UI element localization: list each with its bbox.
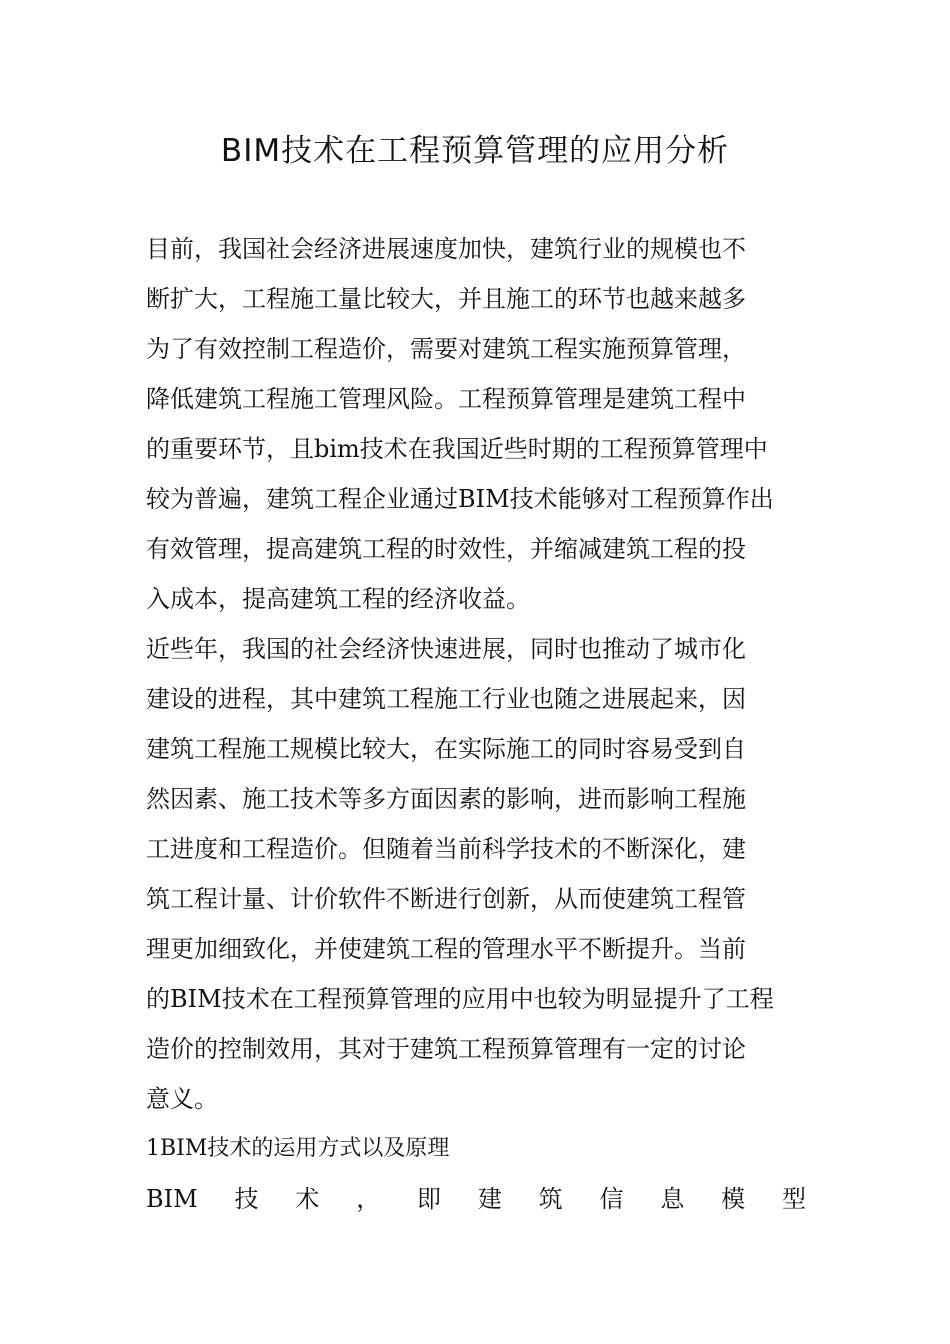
spread-word: 信 bbox=[599, 1185, 624, 1213]
spread-word: ， bbox=[356, 1185, 381, 1213]
body-line: 建筑工程施工规模比较大，在实际施工的同时容易受到自 bbox=[146, 735, 746, 763]
spread-word: 型 bbox=[781, 1185, 806, 1213]
body-line: 建设的进程，其中建筑工程施工行业也随之进展起来，因 bbox=[146, 685, 746, 713]
document-title: BIM技术在工程预算管理的应用分析 bbox=[220, 133, 730, 169]
body-line: 理更加细致化，并使建筑工程的管理水平不断提升。当前 bbox=[146, 935, 746, 963]
body-line: 为了有效控制工程造价，需要对建筑工程实施预算管理， bbox=[146, 335, 746, 363]
spread-word: 技 bbox=[234, 1185, 259, 1213]
body-line: 目前，我国社会经济进展速度加快，建筑行业的规模也不 bbox=[146, 235, 746, 263]
spread-word: BIM bbox=[146, 1185, 198, 1213]
body-line: 然因素、施工技术等多方面因素的影响，进而影响工程施 bbox=[146, 785, 746, 813]
body-line: 入成本，提高建筑工程的经济收益。 bbox=[146, 585, 530, 613]
body-line: 的重要环节，且bim技术在我国近些时期的工程预算管理中 bbox=[146, 435, 768, 463]
body-line: 工进度和工程造价。但随着当前科学技术的不断深化，建 bbox=[146, 835, 746, 863]
spread-word: 术 bbox=[295, 1185, 320, 1213]
body-line: 降低建筑工程施工管理风险。工程预算管理是建筑工程中 bbox=[146, 385, 746, 413]
body-line-spread bbox=[146, 1174, 806, 1224]
section-heading: 1BIM技术的运用方式以及原理 bbox=[146, 1136, 450, 1161]
body-line: 意义。 bbox=[146, 1085, 218, 1113]
spread-word: 筑 bbox=[538, 1185, 563, 1213]
body-line: 较为普遍，建筑工程企业通过BIM技术能够对工程预算作出 bbox=[146, 485, 774, 513]
spread-word: 息 bbox=[660, 1185, 685, 1213]
body-line: 断扩大，工程施工量比较大，并且施工的环节也越来越多 bbox=[146, 285, 746, 313]
body-line: 造价的控制效用，其对于建筑工程预算管理有一定的讨论 bbox=[146, 1035, 746, 1063]
body-line: 近些年，我国的社会经济快速进展，同时也推动了城市化 bbox=[146, 635, 746, 663]
spread-word: 建 bbox=[477, 1185, 502, 1213]
document-body bbox=[146, 224, 806, 1224]
body-line: 筑工程计量、计价软件不断进行创新，从而使建筑工程管 bbox=[146, 885, 746, 913]
body-line: 有效管理，提高建筑工程的时效性，并缩减建筑工程的投 bbox=[146, 535, 746, 563]
spread-word: 即 bbox=[417, 1185, 442, 1213]
spread-word: 模 bbox=[721, 1185, 746, 1213]
body-line: 的BIM技术在工程预算管理的应用中也较为明显提升了工程 bbox=[146, 985, 774, 1013]
